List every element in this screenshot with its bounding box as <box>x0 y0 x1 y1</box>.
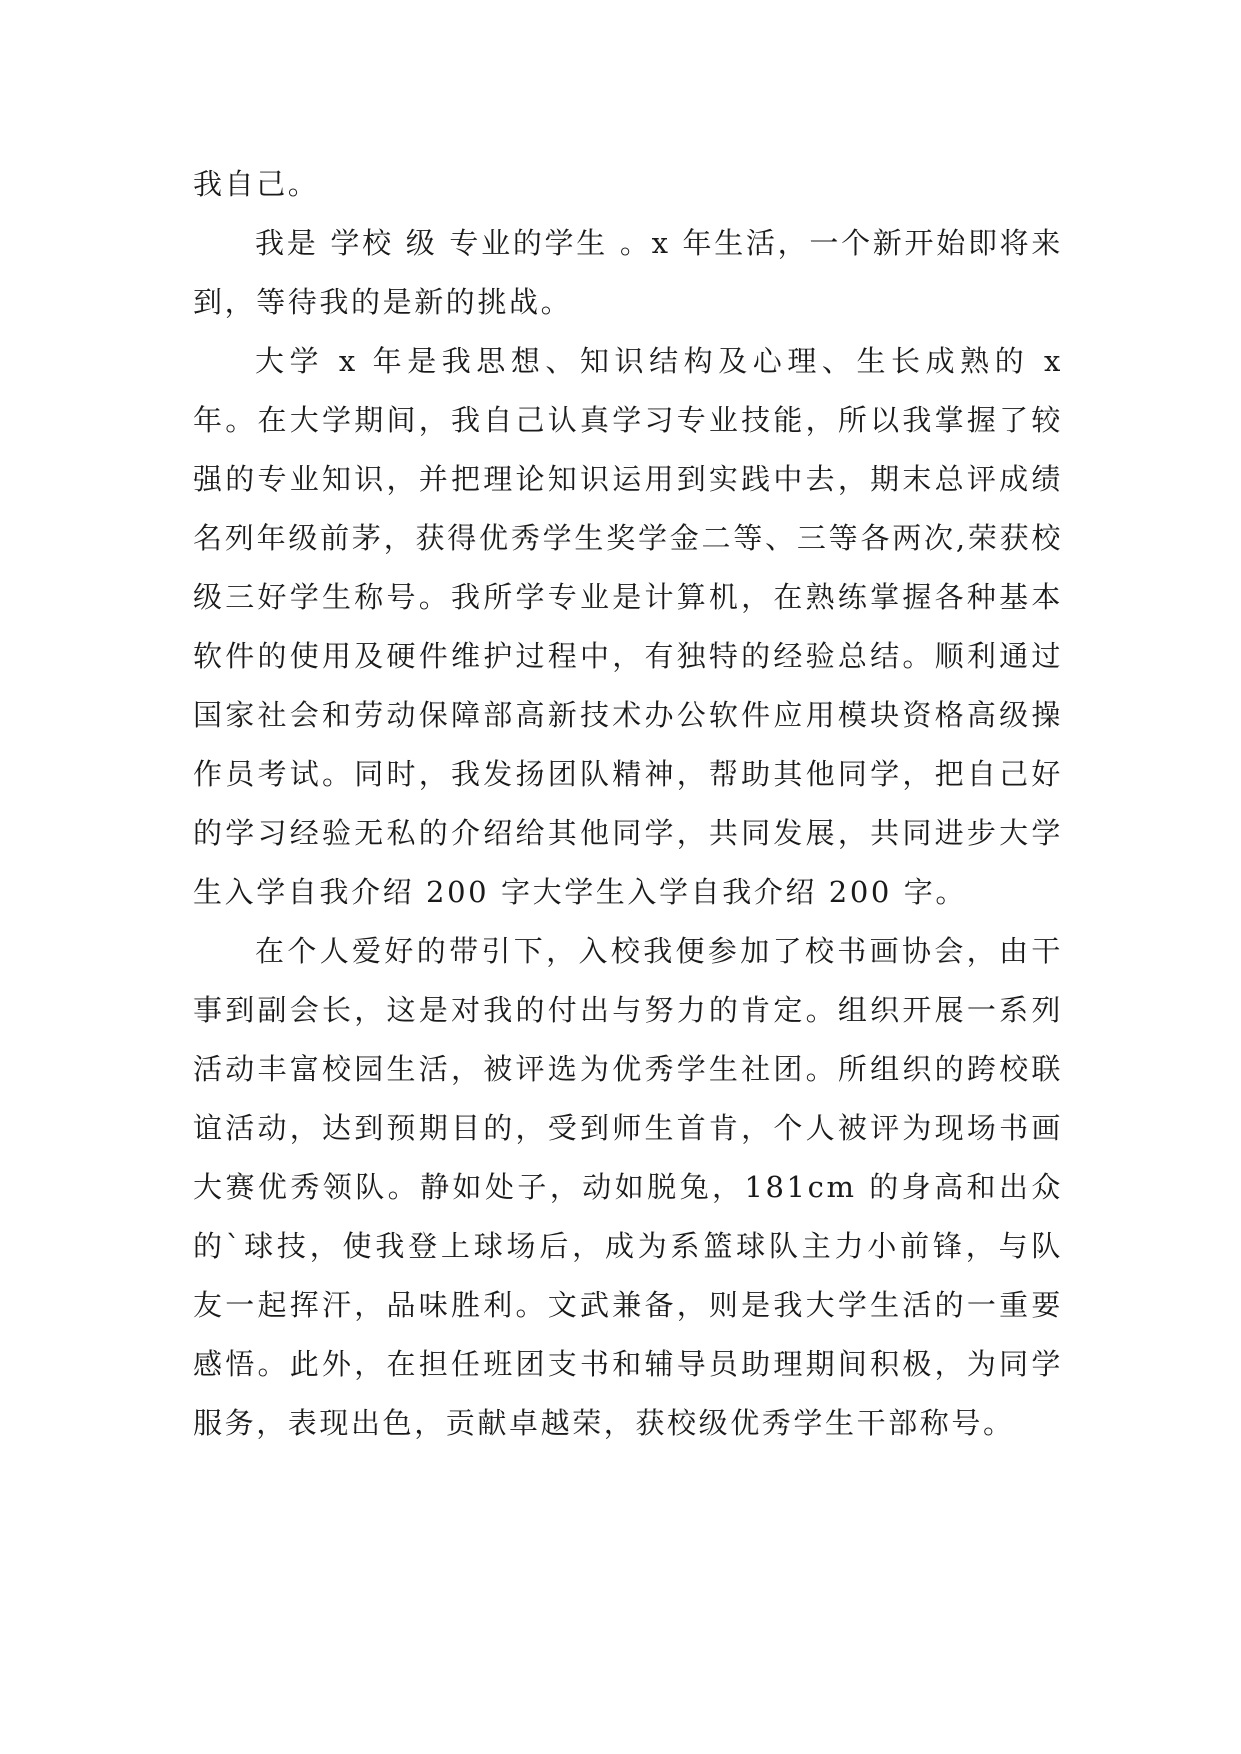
paragraph-introduction: 我是 学校 级 专业的学生 。x 年生活，一个新开始即将来到，等待我的是新的挑战。 <box>193 226 1063 319</box>
paragraph-academics: 大学 x 年是我思想、知识结构及心理、生长成熟的 x 年。在大学期间，我自己认真学习专业技能，所以我掌握了较强的专业知识，并把理论知识运用到实践中去，期末总评成绩名列年级前茅，获得优秀学生奖学金二等、三等各两次,荣获校级三好学生称号。我所学专业是计算机，在熟练掌握各种基本软件的使用及硬件维护过程中，有独特的经验总结。顺利通过国家社会和劳动保障部高新技术办公软件应用模块资格高级操作员考试。同时，我发扬团队精神，帮助其他同学，把自己好的学习经验无私的介绍给其他同学，共同发展，共同进步大学生入学自我介绍 200 字大学生入学自我介绍 200 字。 <box>193 344 1063 909</box>
paragraph-activities: 在个人爱好的带引下，入校我便参加了校书画协会，由干事到副会长，这是对我的付出与努力的肯定。组织开展一系列活动丰富校园生活，被评选为优秀学生社团。所组织的跨校联谊活动，达到预期目的，受到师生首肯，个人被评为现场书画大赛优秀领队。静如处子，动如脱兔，181cm 的身高和出众的`球技，使我登上球场后，成为系篮球队主力小前锋，与队友一起挥汗，品味胜利。文武兼备，则是我大学生活的一重要感悟。此外，在担任班团支书和辅导员助理期间积极，为同学服务，表现出色，贡献卓越荣，获校级优秀学生干部称号。 <box>193 934 1063 1440</box>
document-body <box>193 155 1063 1453</box>
paragraph-continuation: 我自己。 <box>193 167 320 201</box>
